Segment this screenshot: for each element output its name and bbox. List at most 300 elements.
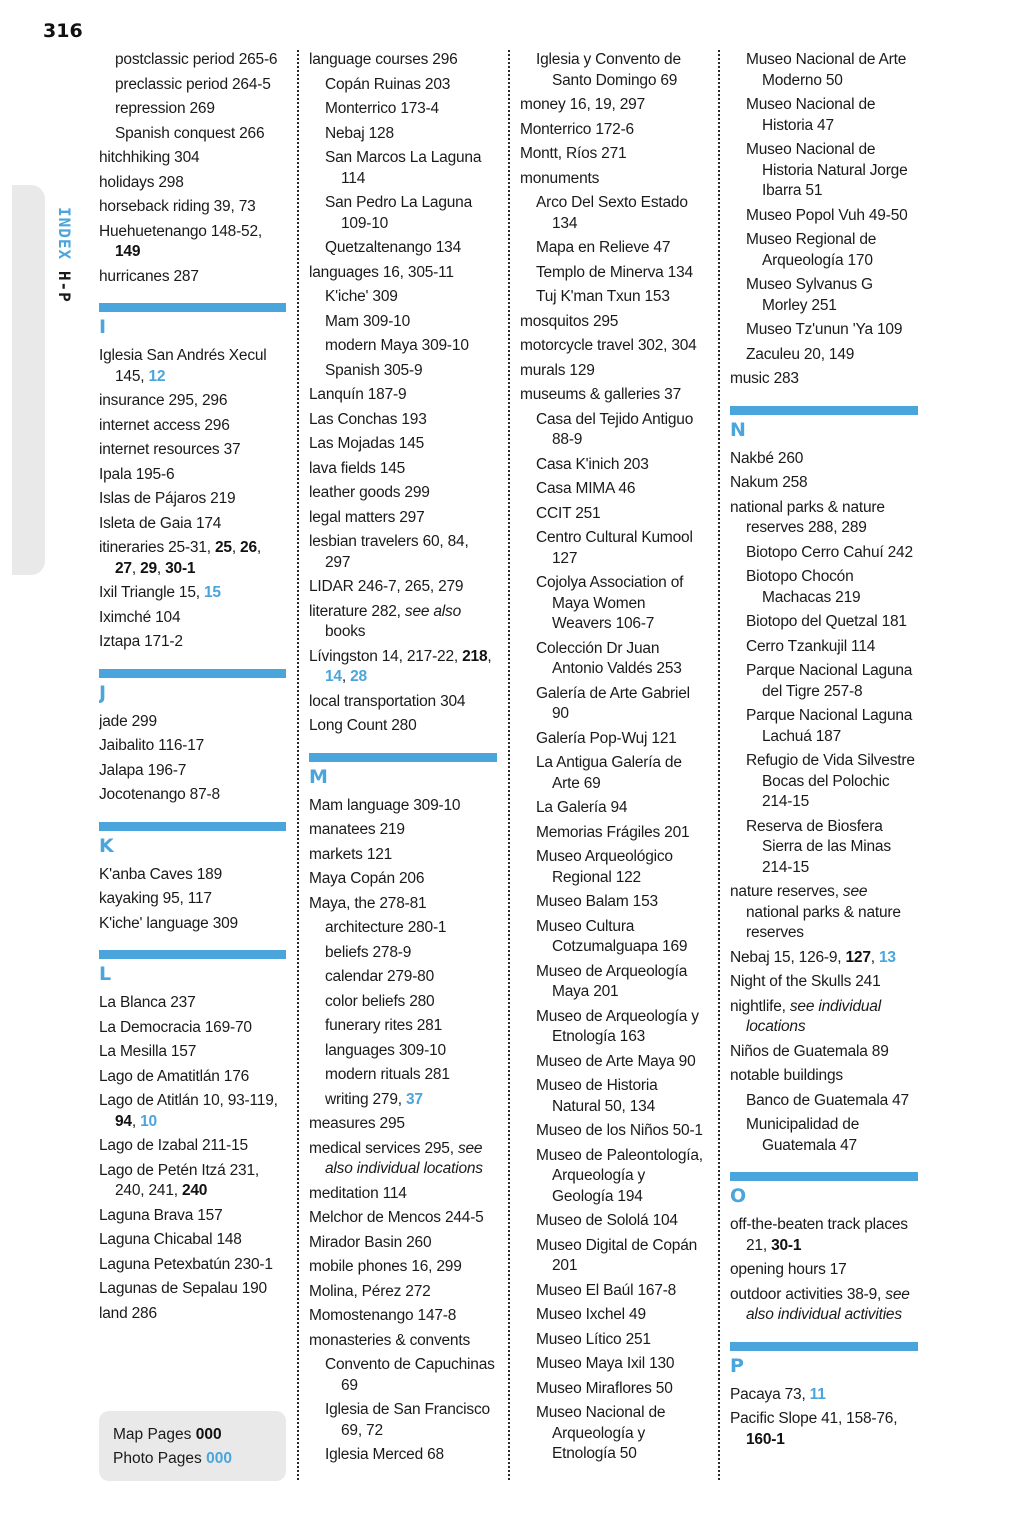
index-subentry [325,238,497,259]
section-letter: L [99,963,112,985]
index-entry [99,889,286,910]
entry-text: legal matters 297 [309,508,425,526]
entry-text: Museo Digital de Copán 201 [536,1236,698,1274]
index-subentry [536,528,708,569]
entry-text: measures 295 [309,1115,405,1132]
index-entry [99,1230,286,1251]
entry-text: Spanish 305-9 [325,361,423,379]
entry-text: Momostenango 147-8 [309,1307,457,1324]
entry-text: Museo Arqueológico Regional 122 [536,848,673,886]
index-subentry [536,753,708,794]
entry-text: Biotopo Chocón Machacas 219 [746,568,861,606]
entry-text: Galería de Arte Gabriel 90 [536,684,690,722]
index-entry [520,385,708,406]
entry-text: CCIT 251 [536,504,601,522]
entry-text: holidays 298 [99,173,184,191]
column-divider [297,50,299,1480]
index-subentry [325,287,497,308]
entry-text: Arco Del Sexto Estado 134 [536,194,688,232]
entry-text: Casa del Tejido Antiguo 88-9 [536,410,694,448]
index-subentry [325,943,497,964]
entry-text: K'iche' 309 [325,288,398,305]
entry-text: Lago de Atitlán 10, 93-119, [99,1092,278,1109]
index-subentry [536,798,708,819]
photo-pages-legend [113,1447,286,1471]
index-entry [309,602,497,643]
entry-text: Museo de Sololá 104 [536,1212,678,1229]
entry-text: Copán Ruinas 203 [325,75,451,93]
entry-text: meditation 114 [309,1184,407,1202]
index-subentry [536,684,708,725]
entry-text: Museo de Arte Maya 90 [536,1052,696,1070]
entry-text: Museo de Historia Natural 50, 134 [536,1077,658,1115]
index-subentry [536,1076,708,1117]
entry-text: hurricanes 287 [99,267,199,285]
index-entry [99,440,286,461]
index-column-3 [520,50,708,1490]
entry-text: Casa K'inich 203 [536,455,649,473]
index-subentry [746,1091,918,1112]
photo-pages-label: Photo Pages [113,1450,202,1467]
index-entry [309,1139,497,1180]
index-subentry [746,543,918,564]
map-page-ref: 240 [181,1182,208,1199]
index-entry [730,1285,918,1326]
index-entry [99,1304,286,1325]
index-subentry [746,230,918,271]
index-entry [99,993,286,1014]
index-entry [99,1136,286,1157]
entry-text: lesbian travelers 60, 84, 297 [309,533,469,571]
index-subentry [115,124,286,145]
entry-text: motorcycle travel 302, 304 [520,337,697,354]
index-entry [99,761,286,782]
index-subentry [746,661,918,702]
entry-text: Cerro Tzankujil 114 [746,637,876,655]
map-page-ref: 26 [240,539,257,556]
index-entry [309,483,497,504]
entry-text: Museo El Baúl 167-8 [536,1281,677,1299]
entry-text: Niños de Guatemala 89 [730,1042,889,1060]
entry-text: nature reserves, [730,883,843,900]
index-entry [309,1331,497,1352]
map-page-ref: 29 [140,559,157,577]
index-subentry [536,1330,708,1351]
index-entry [99,865,286,886]
index-subentry [325,1355,497,1396]
entry-text: , [256,539,261,556]
section-letter: M [309,765,328,788]
index-subentry [115,50,286,71]
entry-text: notable buildings [730,1067,843,1084]
index-entry [730,449,918,470]
index-subentry [325,75,497,96]
entry-text: funerary rites 281 [325,1017,443,1034]
entry-text: museums & galleries 37 [520,386,682,403]
entry-text: LIDAR 246-7, 265, 279 [309,578,464,595]
entry-text: Jaibalito 116-17 [99,737,205,754]
index-subentry [536,1403,708,1465]
map-page-ref: 27 [115,559,132,577]
index-entry [730,1385,918,1406]
index-entry [309,1282,497,1303]
index-subentry [536,263,708,284]
entry-text: Lago de Amatitlán 176 [99,1067,250,1085]
entry-text: K'iche' language 309 [99,914,238,932]
photo-page-ref: 14 [325,668,342,685]
section-header-k [99,822,286,857]
entry-text: Zaculeu 20, 149 [746,345,855,363]
map-pages-legend [113,1423,286,1447]
section-letter: O [730,1185,747,1207]
map-page-ref: 30-1 [771,1236,802,1254]
section-header-o [730,1172,918,1207]
index-column-1 [99,50,286,1490]
entry-text: Iglesia Merced 68 [325,1446,444,1463]
index-subentry [536,573,708,635]
entry-text: architecture 280-1 [325,919,447,936]
section-letter: J [99,681,107,704]
entry-text: Monterrico 173-4 [325,100,439,117]
cross-reference: see [842,883,868,900]
index-subentry [746,1115,918,1156]
entry-text: Museo de Arqueología Maya 201 [536,962,688,1000]
entry-text: language courses 296 [309,51,458,68]
section-header-n [730,406,918,441]
index-entry [99,1255,286,1276]
index-entry [99,712,286,733]
entry-text: Islas de Pájaros 219 [99,490,236,507]
photo-page-ref: 13 [879,948,896,966]
index-subentry [536,193,708,234]
entry-text: San Marcos La Laguna 114 [325,149,482,187]
index-subentry [746,567,918,608]
index-subentry [325,193,497,234]
index-entry [309,385,497,406]
index-entry [309,50,497,71]
entry-text: La Democracia 169-70 [99,1018,252,1036]
index-subentry [536,287,708,308]
section-bar [99,950,286,959]
map-pages-value: 000 [195,1426,222,1443]
entry-text: Nebaj 15, 126-9, [730,948,846,966]
index-entry [309,1257,497,1278]
entry-text: Lagunas de Sepalau 190 [99,1280,267,1297]
index-entry [309,1208,497,1229]
index-subentry [325,124,497,145]
photo-page-ref: 15 [203,584,221,601]
entry-text: mobile phones 16, 299 [309,1258,462,1275]
index-subentry [536,1007,708,1048]
photo-page-ref: 11 [809,1385,826,1403]
map-page-ref: 160-1 [746,1430,785,1448]
index-subentry [325,1016,497,1037]
entry-text: Lívingston 14, 217-22, [309,647,463,665]
entry-text: , [870,948,879,966]
index-subentry [746,320,918,341]
entry-text: repression 269 [115,100,215,117]
index-subentry [746,275,918,316]
entry-text: Iximché 104 [99,608,181,626]
entry-text: Laguna Brava 157 [99,1206,223,1224]
index-entry [730,369,918,390]
index-subentry [536,1121,708,1142]
entry-text: preclassic period 264-5 [115,75,271,93]
entry-text: Monterrico 172-6 [520,120,634,138]
entry-text: Melchor de Mencos 244-5 [309,1209,484,1226]
entry-text: beliefs 278-9 [325,943,412,961]
entry-text: La Antigua Galería de Arte 69 [536,754,682,792]
index-entry [309,647,497,688]
entry-text: Museo Ixchel 49 [536,1306,646,1323]
entry-text: murals 129 [520,361,595,379]
section-bar [730,1172,918,1181]
section-bar [730,1342,918,1351]
index-subentry [325,918,497,939]
entry-text: Mam language 309-10 [309,796,461,814]
photo-page-ref: 37 [405,1090,423,1108]
index-subentry [536,847,708,888]
entry-text: Museo Nacional de Arte Moderno 50 [746,51,907,89]
entry-text: Molina, Pérez 272 [309,1282,431,1300]
entry-text: land 286 [99,1304,157,1322]
entry-text: Museo Cultura Cotzumalguapa 169 [536,917,688,955]
entry-text: insurance 295, 296 [99,392,228,409]
index-subentry [746,50,918,91]
index-entry [99,632,286,653]
index-entry [99,416,286,437]
section-header-j [99,669,286,704]
entry-text: Nakum 258 [730,474,808,491]
index-subentry [536,504,708,525]
index-entry [99,608,286,629]
index-entry [99,465,286,486]
entry-text: internet resources 37 [99,441,241,458]
index-entry [730,882,918,944]
entry-text: Iglesia San Andrés Xecul 145, [99,347,267,385]
index-entry [99,346,286,387]
index-entry [730,972,918,993]
entry-text: Lago de Petén Itzá 231, 240, 241, [99,1161,260,1199]
entry-text: nightlife, [730,997,790,1015]
cross-reference: see individual locations [746,997,881,1035]
index-subentry [325,99,497,120]
page-number: 316 [43,20,83,42]
entry-text: Ixil Triangle 15, [99,584,204,601]
entry-text: local transportation 304 [309,692,466,710]
index-entry [309,434,497,455]
entry-text: Museo Nacional de Historia 47 [746,96,876,134]
index-subentry [325,967,497,988]
section-bar [309,753,497,762]
entry-text: Pacific Slope 41, 158-76, [730,1410,898,1427]
entry-text: manatees 219 [309,821,405,838]
entry-text: , [156,559,166,577]
entry-text: music 283 [730,370,799,387]
entry-text: Museo Tz'unun 'Ya 109 [746,321,903,338]
index-entry [309,894,497,915]
index-entry [99,1042,286,1063]
entry-text: markets 121 [309,845,393,863]
entry-text: Museo Maya Ixil 130 [536,1355,675,1372]
index-entry [520,144,708,165]
entry-text: Museo Lítico 251 [536,1330,651,1348]
entry-text: Mam 309-10 [325,312,411,330]
cross-reference: see also individual activities [746,1285,910,1323]
page-legend-box [99,1411,286,1481]
photo-page-ref: 28 [350,668,367,685]
index-entry [309,263,497,284]
index-entry [730,1066,918,1087]
index-entry [309,796,497,817]
entry-text: monasteries & convents [309,1331,471,1349]
index-subentry [536,1236,708,1277]
index-subentry [746,345,918,366]
entry-text: Las Conchas 193 [309,410,427,428]
index-tab-title: INDEX [55,207,74,261]
index-entry [99,1279,286,1300]
entry-text: Nebaj 128 [325,124,394,142]
map-page-ref: 149 [115,243,141,260]
index-entry [99,538,286,579]
entry-text: medical services 295, [309,1139,458,1157]
entry-text: Memorias Frágiles 201 [536,823,690,841]
entry-text: Isleta de Gaia 174 [99,514,222,532]
entry-text: Biotopo Cerro Cahuí 242 [746,543,913,561]
entry-text: K'anba Caves 189 [99,865,222,883]
index-entry [309,869,497,890]
entry-text: Museo de Arqueología y Etnología 163 [536,1007,699,1045]
index-subentry [536,1146,708,1208]
index-entry [99,1091,286,1132]
entry-text: Laguna Chicabal 148 [99,1231,242,1248]
index-entry [309,820,497,841]
entry-text: internet access 296 [99,416,230,434]
section-header-p [730,1342,918,1377]
entry-text: calendar 279-80 [325,968,435,985]
cross-reference: see also [404,602,462,620]
index-entry [99,785,286,806]
index-column-4 [730,50,918,1490]
entry-text: Cojolya Association of Maya Women Weavers 106-7 [536,574,684,632]
entry-text: languages 16, 305-11 [309,263,454,281]
index-entry [99,583,286,604]
index-subentry [536,410,708,451]
index-subentry [536,479,708,500]
section-letter: N [730,418,746,441]
index-subentry [325,312,497,333]
entry-text: hitchhiking 304 [99,149,200,166]
entry-text: Mapa en Relieve 47 [536,239,671,256]
entry-text: Centro Cultural Kumool 127 [536,529,693,567]
entry-text: kayaking 95, 117 [99,890,212,907]
index-entry [309,1233,497,1254]
entry-text: , [131,559,141,577]
index-subentry [536,238,708,259]
entry-text: Biotopo del Quetzal 181 [746,613,907,630]
index-entry [520,336,708,357]
entry-text: Maya Copán 206 [309,870,425,887]
entry-text: Municipalidad de Guatemala 47 [746,1116,860,1154]
index-subentry [536,962,708,1003]
index-side-tab [12,185,45,575]
entry-text: Lanquín 187-9 [309,386,407,403]
entry-text: writing 279, [325,1090,406,1108]
entry-text: Iztapa 171-2 [99,633,183,650]
index-entry [730,473,918,494]
entry-text: national parks & nature reserves 288, 289 [730,498,885,536]
index-subentry [746,140,918,202]
index-subentry [536,917,708,958]
index-subentry [536,50,708,91]
entry-text: opening hours 17 [730,1261,847,1278]
entry-text: Tuj K'man Txun 153 [536,288,670,305]
index-entry [520,361,708,382]
entry-text: Iglesia de San Francisco 69, 72 [325,1401,490,1439]
index-entry [99,1161,286,1202]
entry-text: Banco de Guatemala 47 [746,1091,909,1109]
entry-text: off-the-beaten track places 21, [730,1216,908,1254]
index-entry [309,459,497,480]
index-subentry [325,1400,497,1441]
entry-text: outdoor activities 38-9, [730,1285,886,1303]
entry-text: Mirador Basin 260 [309,1233,432,1251]
entry-text: horseback riding 39, 73 [99,198,256,215]
index-subentry [325,148,497,189]
section-header-l [99,950,286,985]
section-bar [99,822,286,831]
index-subentry [325,361,497,382]
index-subentry [536,455,708,476]
section-letter: P [730,1354,744,1377]
index-entry [99,1206,286,1227]
entry-text: Jocotenango 87-8 [99,786,220,803]
entry-text: leather goods 299 [309,484,430,501]
index-entry [99,148,286,169]
index-entry [309,577,497,598]
index-entry [99,489,286,510]
entry-text: money 16, 19, 297 [520,96,645,113]
entry-text: Las Mojadas 145 [309,435,425,452]
index-entry [99,914,286,935]
index-subentry [536,729,708,750]
index-subentry [746,706,918,747]
index-subentry [536,1281,708,1302]
index-subentry [746,95,918,136]
entry-text: Maya, the 278-81 [309,894,427,912]
index-entry [99,1018,286,1039]
entry-text: Museo de Paleontología, Arqueología y Geología 194 [536,1146,703,1205]
index-entry [730,498,918,539]
index-entry [309,716,497,737]
entry-text: La Galería 94 [536,799,628,816]
index-subentry [536,1052,708,1073]
entry-text: Quetzaltenango 134 [325,239,462,256]
index-subentry [536,823,708,844]
entry-text: Museo Popol Vuh 49-50 [746,206,908,224]
map-pages-label: Map Pages [113,1426,192,1443]
index-entry [309,410,497,431]
index-side-tab-label [54,207,74,303]
entry-text: Montt, Ríos 271 [520,145,627,162]
entry-text: , [341,668,351,685]
section-letter: K [99,834,114,857]
entry-text: Pacaya 73, [730,1385,810,1403]
index-entry [309,1114,497,1135]
entry-text: color beliefs 280 [325,992,435,1010]
index-entry [99,197,286,218]
entry-text: , [487,647,492,665]
